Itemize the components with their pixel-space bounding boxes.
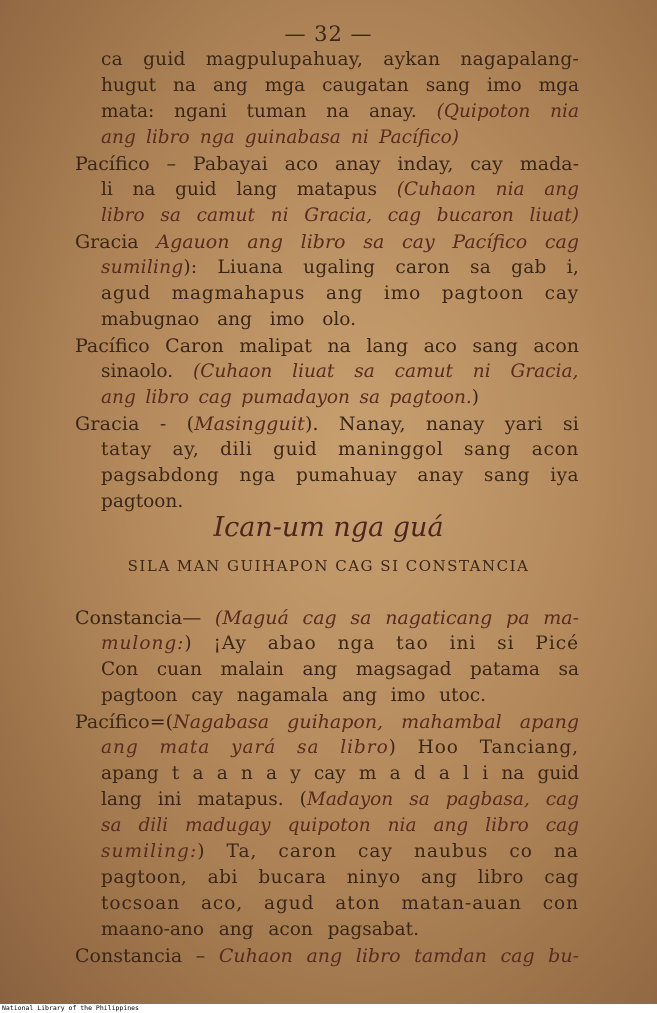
dialogue-text: apang t a a n a y cay m a d a l i na guid	[101, 763, 579, 784]
dialogue-line	[101, 438, 579, 462]
dialogue-line	[101, 762, 579, 786]
page-number: — 32 —	[284, 22, 373, 46]
dialogue-line-speaker	[75, 710, 579, 734]
dialogue-text: tatay ay, dili guid maninggol sang acon	[101, 439, 579, 460]
dialogue-line	[101, 204, 579, 228]
dialogue-line	[101, 256, 579, 280]
dialogue-text: mabugnao ang imo olo.	[101, 309, 356, 330]
dialogue-line	[101, 632, 579, 656]
dialogue-line	[101, 840, 579, 864]
dialogue-text: )	[471, 387, 479, 408]
stage-direction: Agauon ang libro sa cay Pacífico cag	[156, 231, 579, 253]
dialogue-line	[101, 684, 486, 708]
dialogue-line	[101, 178, 579, 202]
stage-direction: ang libro cag pumadayon sa pagtoon.	[101, 387, 472, 408]
stage-direction: libro sa camut ni Gracia, cag bucaron liuat)	[101, 205, 579, 226]
dialogue-line	[101, 308, 356, 332]
dialogue-line	[101, 658, 579, 682]
dialogue-text: hugut na ang mga caugatan sang imo mga	[101, 75, 579, 96]
stage-direction: (Cuhaon liuat sa camut ni Gracia,	[192, 361, 579, 382]
dialogue-line	[101, 866, 579, 890]
dialogue-line	[101, 736, 579, 760]
dialogue-line-speaker	[75, 230, 579, 254]
stage-direction: ang libro nga guinabasa ni Pacífico)	[101, 127, 459, 148]
stage-direction: (Quipoton nia	[436, 101, 579, 122]
dialogue-line	[101, 814, 579, 838]
dialogue-line	[101, 788, 579, 812]
dialogue-line	[101, 74, 579, 98]
dialogue-text: maano-ano ang acon pagsabat.	[101, 919, 419, 940]
stage-direction: (Cuhaon nia ang	[396, 179, 579, 200]
dialogue-text: ): Liuana ugaling caron sa gab i,	[183, 257, 579, 278]
stage-direction: sumiling:	[101, 841, 198, 862]
dialogue-text: tocsoan aco, agud aton matan-auan con	[101, 893, 579, 914]
dialogue-line-speaker	[75, 944, 579, 968]
dialogue-line-speaker	[75, 152, 579, 176]
dialogue-text: Pacífico=(	[75, 711, 174, 733]
dialogue-text: Pacífico – Pabayai aco anay inday, cay mada-	[75, 153, 579, 175]
dialogue-text: lang ini matapus. (	[101, 789, 307, 810]
stage-direction: Masingguit	[194, 413, 305, 435]
stage-direction: sumiling	[101, 257, 184, 278]
dialogue-line	[101, 126, 459, 150]
dialogue-text: ). Nanay, nanay yari si	[304, 413, 580, 435]
dialogue-text: Con cuan malain ang magsagad patama sa	[101, 659, 579, 680]
dialogue-line	[101, 360, 578, 384]
dialogue-text: ) Hoo Tanciang,	[388, 737, 579, 758]
dialogue-line	[101, 48, 579, 72]
dialogue-text: pagtoon, abi bucara ninyo ang libro cag	[101, 867, 579, 888]
dialogue-line	[101, 892, 579, 916]
dialogue-line-speaker	[75, 334, 579, 358]
stage-direction: ang mata yará sa libro	[101, 737, 389, 758]
dialogue-text: pagtoon cay nagamala ang imo utoc.	[101, 685, 486, 706]
dialogue-text: Constancia –	[75, 945, 219, 967]
dialogue-line	[101, 100, 579, 124]
stage-direction: Madayon sa pagbasa, cag	[306, 789, 579, 810]
stage-direction: mulong:	[101, 633, 185, 654]
scene-heading: SILA MAN GUIHAPON CAG SI CONSTANCIA	[127, 557, 530, 575]
dialogue-text: mata: ngani tuman na anay.	[101, 101, 437, 122]
dialogue-text: sinaolo.	[101, 361, 193, 382]
dialogue-text: agud magmahapus ang imo pagtoon cay	[101, 283, 579, 304]
dialogue-text: pagsabdong nga pumahuay anay sang iya	[101, 465, 579, 486]
dialogue-text: Constancia—	[75, 607, 215, 629]
dialogue-line	[101, 464, 579, 488]
dialogue-line	[101, 918, 419, 942]
dialogue-text: pagtoon.	[101, 491, 184, 512]
dialogue-line-speaker	[75, 606, 579, 630]
dialogue-line	[101, 386, 479, 410]
dialogue-text: Gracia	[75, 231, 157, 253]
dialogue-text: li na guid lang matapus	[101, 179, 397, 200]
stage-direction: sa dili madugay quipoton nia ang libro cag	[101, 815, 579, 836]
dialogue-line	[101, 490, 183, 514]
dialogue-text: ca guid magpulupahuay, aykan nagapalang-	[101, 49, 579, 70]
dialogue-line-speaker	[75, 412, 579, 436]
dialogue-text: Gracia - (	[75, 413, 195, 435]
stage-direction: (Maguá cag sa nagaticang pa ma-	[214, 607, 579, 629]
library-credit: National Library of the Philippines	[2, 1004, 139, 1012]
dialogue-text: ) ¡Ay abao nga tao ini si Picé	[184, 633, 579, 654]
stage-direction: Nagabasa guihapon, mahambal apang	[173, 711, 579, 733]
dialogue-text: ) Ta, caron cay naubus co na	[197, 841, 580, 862]
dialogue-text: Pacífico Caron malipat na lang aco sang acon	[75, 335, 579, 357]
dialogue-line	[101, 282, 579, 306]
act-title: Ican-um nga guá	[213, 512, 444, 543]
stage-direction: Cuhaon ang libro tamdan cag bu-	[218, 945, 579, 967]
